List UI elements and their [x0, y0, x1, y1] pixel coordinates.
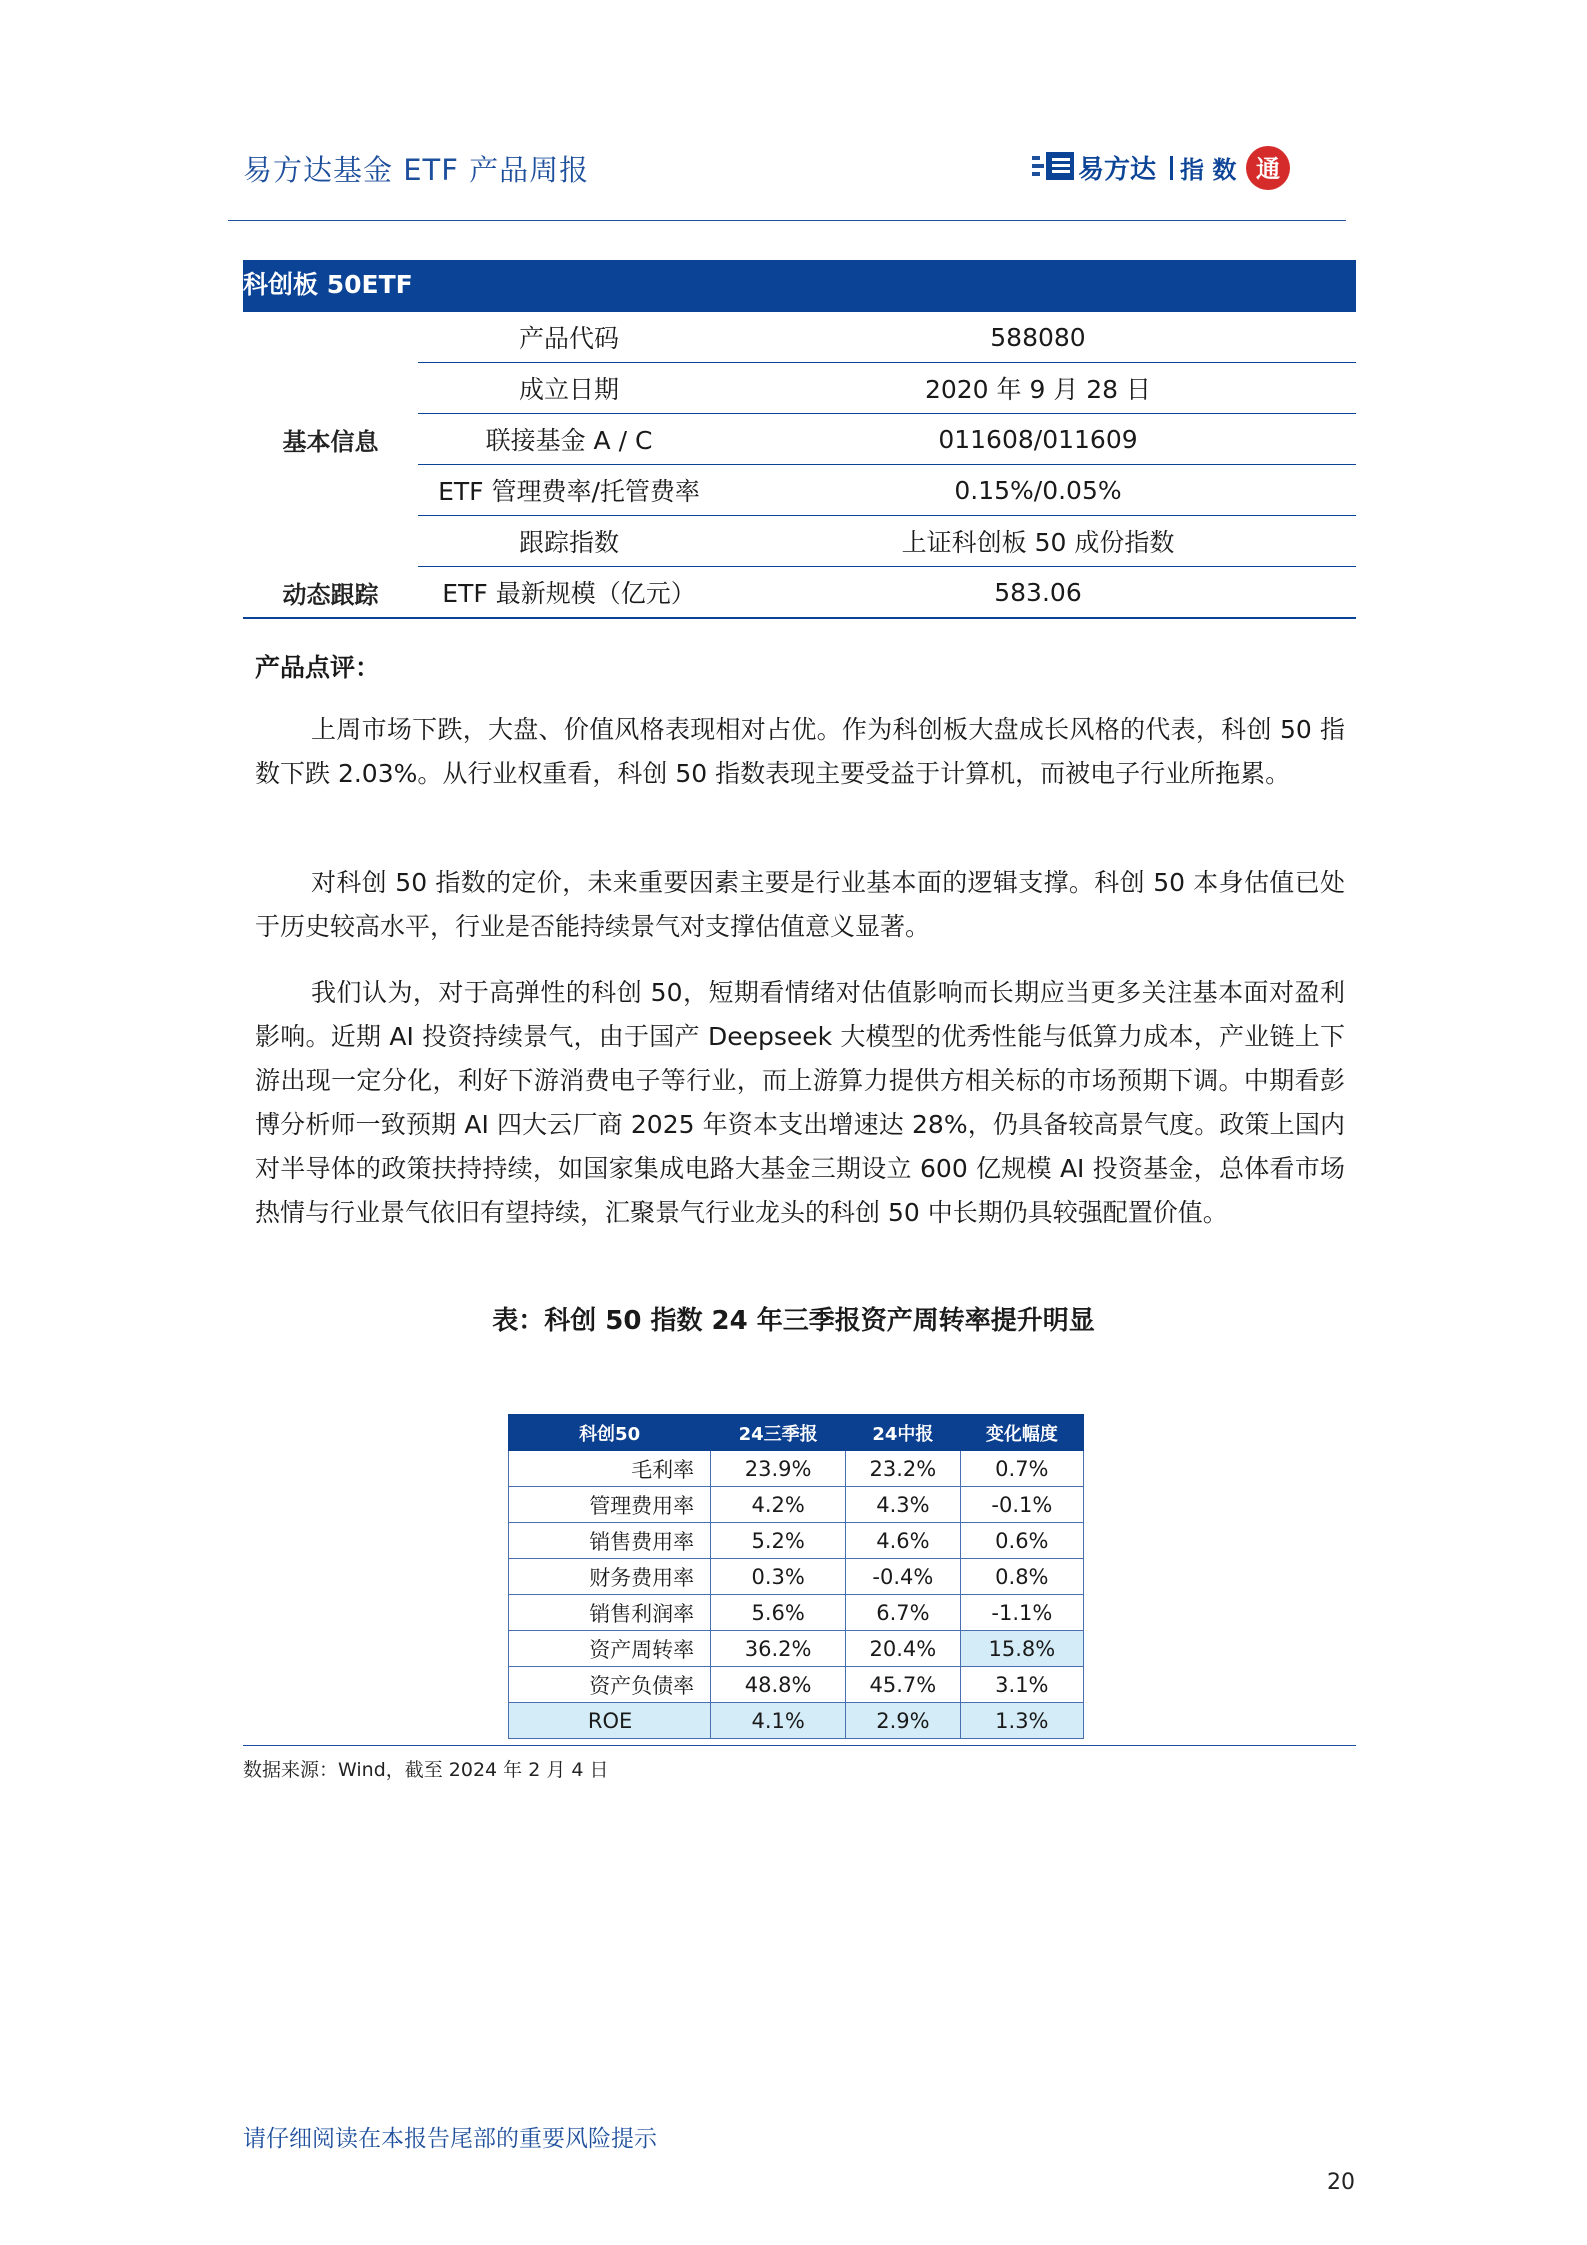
comment-label: 产品点评：	[255, 653, 381, 682]
metric-name: 资产周转率	[509, 1631, 711, 1667]
row-label: 成立日期	[418, 363, 720, 414]
table-row	[509, 1667, 1084, 1703]
cell-h1: -0.4%	[846, 1559, 961, 1595]
row-value: 上证科创板 50 成份指数	[720, 516, 1356, 567]
metric-name: 资产负债率	[509, 1667, 711, 1703]
cell-q3: 4.2%	[711, 1487, 846, 1523]
row-label: 产品代码	[418, 312, 720, 363]
table-row	[509, 1487, 1084, 1523]
row-label: ETF 最新规模（亿元）	[418, 567, 720, 619]
cell-change: -1.1%	[960, 1595, 1083, 1631]
cell-q3: 23.9%	[711, 1451, 846, 1487]
report-title: 易方达基金 ETF 产品周报	[243, 153, 590, 187]
cell-q3: 48.8%	[711, 1667, 846, 1703]
cell-change: 0.6%	[960, 1523, 1083, 1559]
cell-q3: 0.3%	[711, 1559, 846, 1595]
cell-change: 1.3%	[960, 1703, 1083, 1739]
category-dynamic: 动态跟踪	[243, 567, 418, 619]
page-number: 20	[1327, 2170, 1355, 2195]
cell-change-highlight: 15.8%	[960, 1631, 1083, 1667]
table-row	[509, 1631, 1084, 1667]
cell-h1: 20.4%	[846, 1631, 961, 1667]
cell-h1: 4.6%	[846, 1523, 961, 1559]
table-row-highlight	[509, 1703, 1084, 1739]
risk-disclaimer-note: 请仔细阅读在本报告尾部的重要风险提示	[243, 2126, 657, 2152]
metric-name: 财务费用率	[509, 1559, 711, 1595]
cell-q3: 36.2%	[711, 1631, 846, 1667]
metric-name: 管理费用率	[509, 1487, 711, 1523]
row-label: 联接基金 A / C	[418, 414, 720, 465]
cell-change: 0.7%	[960, 1451, 1083, 1487]
row-value: 588080	[720, 312, 1356, 363]
header-divider	[228, 220, 1346, 221]
cell-q3: 4.1%	[711, 1703, 846, 1739]
comment-paragraph: 我们认为，对于高弹性的科创 50，短期看情绪对估值影响而长期应当更多关注基本面对盈利影响。近期 AI 投资持续景气，由于国产 Deepseek 大模型的优秀性能与低算力成本，产业链上下游出现一定分化，利好下游消费电子等行业，而上游算力提供方相关标的市场预期下调。中期看彭博分析师一致预期 AI 四大云厂商 2025 年资本支出增速达 28%，仍具备较高景气度。政策上国内对半导体的政策扶持持续，如国家集成电路大基金三期设立 600 亿规模 AI 投资基金，总体看市场热情与行业景气依旧有望持续，汇聚景气行业龙头的科创 50 中长期仍具较强配置价值。	[255, 978, 1345, 1227]
category-basic: 基本信息	[282, 428, 379, 456]
metric-name: 毛利率	[509, 1451, 711, 1487]
logo-mark-icon	[1032, 152, 1074, 180]
metric-name: ROE	[509, 1703, 711, 1739]
metric-name: 销售利润率	[509, 1595, 711, 1631]
metric-name: 销售费用率	[509, 1523, 711, 1559]
table-row	[509, 1451, 1084, 1487]
table-row	[509, 1523, 1084, 1559]
logo-badge-text: 通	[1256, 155, 1280, 183]
comment-paragraph: 上周市场下跌，大盘、价值风格表现相对占优。作为科创板大盘成长风格的代表，科创 50 指数下跌 2.03%。从行业权重看，科创 50 指数表现主要受益于计算机，而被电子行业所拖累。	[255, 715, 1345, 788]
table-row	[509, 1595, 1084, 1631]
cell-change: 0.8%	[960, 1559, 1083, 1595]
data-source-note: 数据来源：Wind，截至 2024 年 2 月 4 日	[243, 1759, 609, 1781]
etf-title-bar	[243, 260, 1356, 312]
cell-h1: 6.7%	[846, 1595, 961, 1631]
column-header: 24中报	[846, 1415, 961, 1451]
figure-caption: 表：科创 50 指数 24 年三季报资产周转率提升明显	[492, 1306, 1095, 1336]
logo-sub-text: 指 数	[1180, 156, 1237, 184]
efund-logo	[1030, 138, 1310, 198]
cell-h1: 23.2%	[846, 1451, 961, 1487]
logo-text: 易方达	[1078, 155, 1157, 185]
column-header: 24三季报	[711, 1415, 846, 1451]
row-value: 011608/011609	[720, 414, 1356, 465]
row-label: ETF 管理费率/托管费率	[418, 465, 720, 516]
row-value: 0.15%/0.05%	[720, 465, 1356, 516]
cell-change: -0.1%	[960, 1487, 1083, 1523]
source-divider	[243, 1745, 1356, 1746]
etf-title: 科创板 50ETF	[243, 270, 413, 299]
row-label: 跟踪指数	[418, 516, 720, 567]
table-row	[509, 1559, 1084, 1595]
cell-h1: 2.9%	[846, 1703, 961, 1739]
column-header: 科创50	[509, 1415, 711, 1451]
row-value: 583.06	[720, 567, 1356, 619]
cell-q3: 5.2%	[711, 1523, 846, 1559]
cell-change: 3.1%	[960, 1667, 1083, 1703]
table-header-row	[509, 1415, 1084, 1451]
cell-q3: 5.6%	[711, 1595, 846, 1631]
etf-info-table	[243, 260, 1356, 619]
row-value: 2020 年 9 月 28 日	[720, 363, 1356, 414]
comment-paragraph: 对科创 50 指数的定价，未来重要因素主要是行业基本面的逻辑支撑。科创 50 本身估值已处于历史较高水平，行业是否能持续景气对支撑估值意义显著。	[255, 868, 1345, 941]
cell-h1: 45.7%	[846, 1667, 961, 1703]
cell-h1: 4.3%	[846, 1487, 961, 1523]
column-header: 变化幅度	[960, 1415, 1083, 1451]
financial-ratio-table	[508, 1414, 1084, 1739]
